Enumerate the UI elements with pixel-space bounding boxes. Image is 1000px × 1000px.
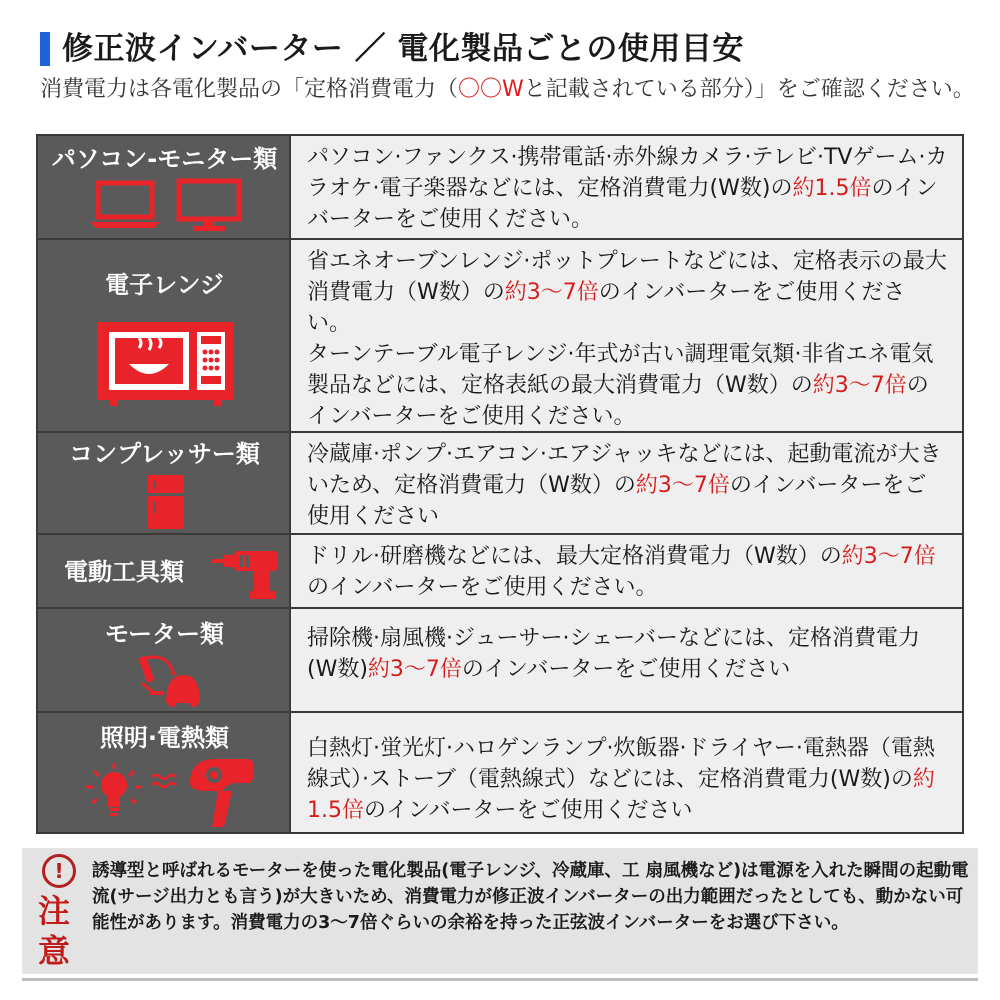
vacuum-cleaner-icon (138, 653, 202, 707)
heat-waves-icon (150, 771, 180, 791)
caution-label (34, 854, 96, 970)
description-cell (291, 713, 962, 832)
ratio-highlight: 約3〜7倍 (635, 473, 730, 498)
intro-text (40, 76, 980, 103)
description-cell (291, 609, 962, 711)
description-text: 掃除機·扇風機·ジューサー·シェーバーなどには、定格消費電力(W数) (307, 626, 921, 682)
refrigerator-icon (146, 473, 186, 531)
category-label: パソコン-モニター類 (51, 145, 278, 173)
description-text: のインバーターをご使用ください (461, 657, 791, 682)
category-label: モーター類 (104, 620, 225, 648)
page-header (40, 28, 980, 70)
bottom-divider (22, 978, 978, 981)
category-cell (38, 136, 291, 238)
monitor-icon (176, 178, 242, 232)
category-cell (38, 535, 291, 607)
category-label: 照明·電熱類 (99, 724, 230, 752)
page-title: 修正波インバーター ／ 電化製品ごとの使用目安 (62, 31, 744, 67)
category-cell (38, 609, 291, 711)
description-cell (291, 433, 962, 533)
intro-before: 消費電力は各電化製品の「定格消費電力（ (40, 77, 459, 102)
light-bulb-icon (82, 759, 146, 821)
description-text: のインバーターをご使用ください。 (307, 575, 658, 600)
description-text: のインバーターをご使用ください (307, 473, 927, 529)
description-cell (291, 240, 962, 431)
table-row (38, 431, 962, 533)
table-row (38, 607, 962, 711)
category-cell (38, 433, 291, 533)
table-row (38, 533, 962, 607)
description-text: 白熱灯·蛍光灯·ハロゲンランプ·炊飯器·ドライヤー·電熱器（電熱線式）·ストーブ（電熱線式）などには、定格消費電力(W数)の (307, 736, 935, 792)
intro-highlight: 〇〇W (458, 77, 524, 102)
description-text: ドリル·研磨機などには、最大定格消費電力（W数）の (307, 544, 842, 569)
intro-after: と記載されている部分）」をご確認ください。 (523, 77, 975, 102)
exclamation-icon: ! (42, 854, 76, 888)
caution-notice (22, 848, 978, 974)
category-cell (38, 240, 291, 431)
category-label: 電動工具類 (64, 558, 184, 586)
table-row (38, 238, 962, 431)
table-row (38, 136, 962, 238)
description-text: のインバーターをご使用ください。 (307, 373, 929, 429)
microwave-icon (95, 320, 235, 408)
ratio-highlight: 約3〜7倍 (812, 373, 907, 398)
description-cell (291, 535, 962, 607)
laptop-icon (88, 180, 162, 230)
description-text: のインバーターをご使用ください (364, 798, 693, 823)
description-text: 冷蔵庫·ポンプ·エアコン·エアジャッキなどには、起動電流が大きいため、定格消費電力（W数）の (307, 442, 942, 498)
category-cell (38, 713, 291, 832)
caution-label-char: 意 (38, 932, 71, 970)
drill-icon (210, 547, 284, 601)
usage-table (36, 134, 964, 834)
title-accent-bar (40, 32, 50, 66)
ratio-highlight: 約3〜7倍 (841, 544, 936, 569)
category-label: 電子レンジ (105, 271, 224, 299)
description-cell (291, 136, 962, 238)
description-text: のインバーターをご使用ください。 (307, 176, 938, 232)
ratio-highlight: 約3〜7倍 (367, 657, 462, 682)
ratio-highlight: 約1.5倍 (792, 176, 872, 201)
hair-dryer-icon (184, 755, 256, 829)
category-label: コンプレッサー類 (69, 440, 260, 468)
ratio-highlight: 約1.5倍 (307, 767, 935, 823)
description-text: 省エネオーブンレンジ·ポットプレートなどには、定格表示の最大消費電力（W数）の (307, 249, 947, 305)
description-text: パソコン·ファンクス·携帯電話·赤外線カメラ·テレビ·TVゲーム·カラオケ·電子楽器などには、定格消費電力(W数)の (307, 145, 948, 201)
ratio-highlight: 約3〜7倍 (504, 280, 599, 305)
table-row (38, 711, 962, 832)
description-text: ターンテーブル電子レンジ·年式が古い調理電気類·非省エネ電気製品などには、定格表紙の最大消費電力（W数）の (307, 342, 934, 398)
description-text: のインバーターをご使用ください。 (307, 280, 906, 336)
caution-text: 誘導型と呼ばれるモーターを使った電化製品(電子レンジ、冷蔵庫、工 扇風機など)は電源を入れた瞬間の起動電流(サージ出力とも言う)が大きいため、消費電力が修正波インバーターの出力範囲だったとしても、動かない可能性があります。消費電力の3〜7倍ぐらいの余裕を持った正弦波インバーターをお選び下さい。 (92, 861, 969, 933)
caution-label-char: 注 (38, 892, 71, 930)
